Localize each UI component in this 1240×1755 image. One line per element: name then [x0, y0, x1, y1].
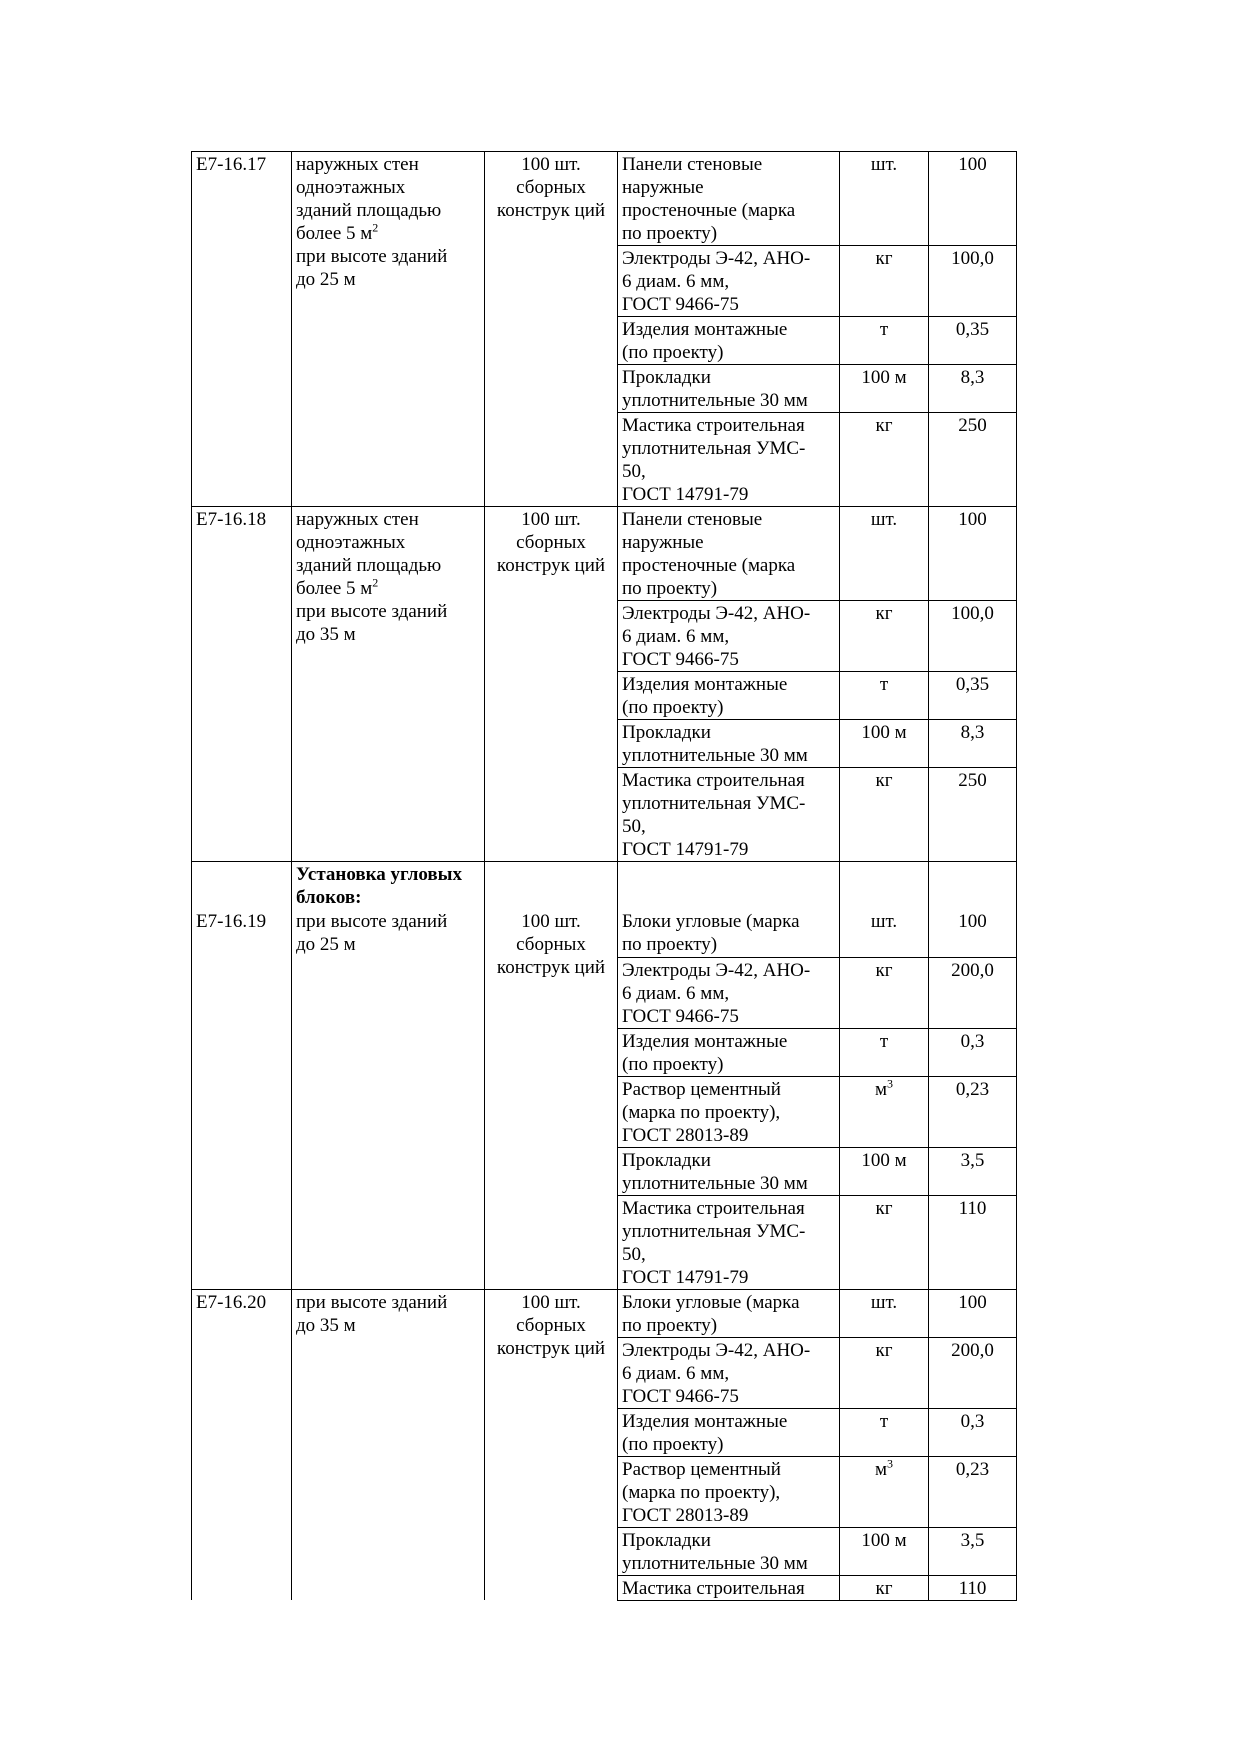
material-quantity: 0,23 — [929, 1076, 1017, 1147]
section-title: Установка угловых блоков: — [292, 862, 485, 910]
measure-unit: 100 шт. сборных конструк ций — [485, 152, 618, 507]
measure-unit: 100 шт. сборных конструк ций — [485, 1289, 618, 1600]
material-quantity: 8,3 — [929, 720, 1017, 768]
material-unit: кг — [840, 413, 929, 507]
material-name: Изделия монтажные (по проекту) — [618, 317, 840, 365]
table-row — [192, 862, 1017, 910]
material-name: Панели стеновые наружные простеночные (марка по проекту) — [618, 152, 840, 246]
material-quantity: 100 — [929, 152, 1017, 246]
material-unit: 100 м — [840, 1527, 929, 1575]
material-quantity: 110 — [929, 1575, 1017, 1600]
material-quantity: 3,5 — [929, 1147, 1017, 1195]
material-quantity: 0,35 — [929, 317, 1017, 365]
material-quantity: 8,3 — [929, 365, 1017, 413]
material-quantity: 200,0 — [929, 1337, 1017, 1408]
material-name: Мастика строительная уплотнительная УМС- 50, ГОСТ 14791-79 — [618, 413, 840, 507]
material-name: Изделия монтажные (по проекту) — [618, 1408, 840, 1456]
work-description: наружных стен одноэтажных зданий площадью более 5 $м^2$ при высоте зданий до 25 м — [292, 152, 485, 507]
material-unit: т — [840, 317, 929, 365]
norm-code: Е7-16.18 — [192, 507, 292, 862]
material-name: Прокладки уплотнительные 30 мм — [618, 1527, 840, 1575]
material-quantity: 100 — [929, 1289, 1017, 1337]
material-name: Блоки угловые (марка по проекту) — [618, 909, 840, 957]
material-unit: кг — [840, 957, 929, 1028]
table-row — [192, 909, 1017, 957]
work-description: при высоте зданий до 35 м — [292, 1289, 485, 1600]
material-name: Мастика строительная уплотнительная УМС- 50, ГОСТ 14791-79 — [618, 768, 840, 862]
work-description: при высоте зданий до 25 м — [292, 909, 485, 1289]
material-name: Раствор цементный (марка по проекту), ГОСТ 28013-89 — [618, 1456, 840, 1527]
material-unit: $м^3$ — [840, 1456, 929, 1527]
material-unit: т — [840, 1028, 929, 1076]
material-name: Электроды Э-42, АНО- 6 диам. 6 мм, ГОСТ 9466-75 — [618, 246, 840, 317]
material-unit: кг — [840, 601, 929, 672]
material-quantity: 110 — [929, 1195, 1017, 1289]
material-unit: 100 м — [840, 720, 929, 768]
material-name: Мастика строительная уплотнительная УМС- 50, ГОСТ 14791-79 — [618, 1195, 840, 1289]
material-quantity: 100 — [929, 909, 1017, 957]
material-name: Прокладки уплотнительные 30 мм — [618, 1147, 840, 1195]
norm-code: Е7-16.17 — [192, 152, 292, 507]
material-unit: т — [840, 1408, 929, 1456]
material-name: Электроды Э-42, АНО- 6 диам. 6 мм, ГОСТ 9466-75 — [618, 1337, 840, 1408]
material-quantity: 0,3 — [929, 1028, 1017, 1076]
material-name: Прокладки уплотнительные 30 мм — [618, 720, 840, 768]
material-quantity-spacer — [929, 862, 1017, 910]
material-quantity: 0,35 — [929, 672, 1017, 720]
material-quantity: 100,0 — [929, 246, 1017, 317]
material-quantity: 200,0 — [929, 957, 1017, 1028]
material-unit: 100 м — [840, 365, 929, 413]
material-quantity: 100,0 — [929, 601, 1017, 672]
measure-unit-spacer — [485, 862, 618, 910]
material-unit: кг — [840, 246, 929, 317]
table-row — [192, 507, 1017, 601]
material-name: Изделия монтажные (по проекту) — [618, 1028, 840, 1076]
table-row — [192, 1289, 1017, 1337]
material-unit-spacer — [840, 862, 929, 910]
material-unit: 100 м — [840, 1147, 929, 1195]
material-unit: шт. — [840, 909, 929, 957]
material-quantity: 3,5 — [929, 1527, 1017, 1575]
measure-unit: 100 шт. сборных конструк ций — [485, 507, 618, 862]
material-name: Блоки угловые (марка по проекту) — [618, 1289, 840, 1337]
norm-code: Е7-16.19 — [192, 909, 292, 1289]
material-name: Раствор цементный (марка по проекту), ГОСТ 28013-89 — [618, 1076, 840, 1147]
material-name: Панели стеновые наружные простеночные (марка по проекту) — [618, 507, 840, 601]
norm-code-spacer — [192, 862, 292, 910]
work-description: наружных стен одноэтажных зданий площадью более 5 $м^2$ при высоте зданий до 35 м — [292, 507, 485, 862]
material-name: Электроды Э-42, АНО- 6 диам. 6 мм, ГОСТ 9466-75 — [618, 601, 840, 672]
material-name: Мастика строительная — [618, 1575, 840, 1600]
material-unit: т — [840, 672, 929, 720]
material-unit: $м^3$ — [840, 1076, 929, 1147]
material-name: Прокладки уплотнительные 30 мм — [618, 365, 840, 413]
material-unit: кг — [840, 1195, 929, 1289]
material-unit: шт. — [840, 152, 929, 246]
material-unit: кг — [840, 1575, 929, 1600]
material-quantity: 100 — [929, 507, 1017, 601]
material-unit: шт. — [840, 1289, 929, 1337]
material-name: Электроды Э-42, АНО- 6 диам. 6 мм, ГОСТ 9466-75 — [618, 957, 840, 1028]
measure-unit: 100 шт. сборных конструк ций — [485, 909, 618, 1289]
material-unit: шт. — [840, 507, 929, 601]
material-spacer — [618, 862, 840, 910]
material-unit: кг — [840, 768, 929, 862]
material-name: Изделия монтажные (по проекту) — [618, 672, 840, 720]
material-unit: кг — [840, 1337, 929, 1408]
material-quantity: 0,3 — [929, 1408, 1017, 1456]
table-row — [192, 152, 1017, 246]
material-quantity: 250 — [929, 768, 1017, 862]
norm-code: Е7-16.20 — [192, 1289, 292, 1600]
material-quantity: 0,23 — [929, 1456, 1017, 1527]
material-quantity: 250 — [929, 413, 1017, 507]
norms-table — [191, 151, 1017, 1601]
